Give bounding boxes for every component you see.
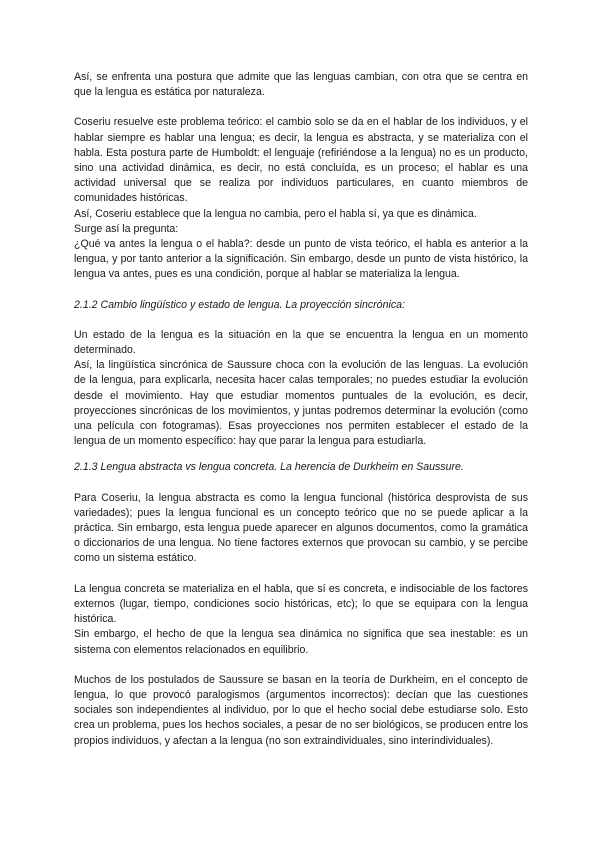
paragraph-lengua-concreta: La lengua concreta se materializa en el habla, que sí es concreta, e indisociable de los factores externos (lugar, tiempo, condiciones socio históricas, etc); lo que se equipara con la lengua histórica. (74, 582, 528, 626)
paragraph-sincronica: Así, la lingüística sincrónica de Saussure choca con la evolución de las lenguas. La evolución de la lengua, para explicarla, necesita hacer calas temporales; no puedes estudiar la evolución desde el movimiento. Hay que estudiar momentos puntuales de la evolución, es decir, proyecciones sincrónicas de los movimientos, y juntas podremos determinar la evolución (como una película con fotogramas). Esas proyecciones nos permiten establecer el estado de la lengua de un momento específico: hay que parar la lengua para estudiarla. (74, 359, 528, 448)
paragraph-question-intro: Surge así la pregunta: (74, 222, 179, 235)
paragraph-coseriu-conclusion: Así, Coseriu establece que la lengua no cambia, pero el habla sí, ya que es dinámica. (74, 207, 477, 220)
section-heading-2-1-3: 2.1.3 Lengua abstracta vs lengua concreta. La herencia de Durkheim en Saussure. (74, 461, 464, 474)
paragraph-estado-lengua: Un estado de la lengua es la situación en la que se encuentra la lengua en un momento determinado. (74, 328, 528, 357)
paragraph-question: ¿Qué va antes la lengua o el habla?: desde un punto de vista teórico, el habla es anterior a la lengua, y por tanto anterior a la significación. Sin embargo, desde un punto de vista histórico, la lengua va antes, pues es una condición, porque al hablar se materializa la lengua. (74, 238, 528, 281)
section-heading-2-1-2: 2.1.2 Cambio lingüístico y estado de lengua. La proyección sincrónica: (74, 298, 405, 311)
paragraph-durkheim: Muchos de los postulados de Saussure se basan en la teoría de Durkheim, en el concepto de lengua, lo que provocó paralogismos (argumentos incorrectos): decían que las cuestiones sociales son independientes al individuo, por lo que el hecho social debe estudiarse solo. Esto crea un problema, pues los hechos sociales, a pesar de no ser biológicos, se producen entre los propios individuos, y afectan a la lengua (no son extraindividuales, sino interindividuales). (74, 673, 528, 747)
paragraph-intro: Así, se enfrenta una postura que admite que las lenguas cambian, con otra que se centra en que la lengua es estática por naturaleza. (74, 71, 528, 99)
paragraph-lengua-abstracta: Para Coseriu, la lengua abstracta es como la lengua funcional (histórica desprovista de sus variedades); pues la lengua funcional es un concepto teórico que no se puede aplicar a la práctica. Sin embargo, esta lengua puede aparecer en algunos documentos, como la gramática o diccionarios de una lengua. No tiene factores externos que provocan su cambio, y se percibe como un sistema estático. (74, 491, 528, 565)
paragraph-coseriu: Coseriu resuelve este problema teórico: el cambio solo se da en el hablar de los individuos, y el hablar siempre es hablar una lengua; es decir, la lengua es abstracta, y se materializa con el habla. Esta postura parte de Humboldt: el lenguaje (refiriéndose a la lengua) no es un producto, sino una actividad dinámica, es decir, no está concluída, es un proceso; el hablar es una actividad universal que se realiza por individuos particulares, en cuanto miembros de comunidades históricas. (74, 116, 528, 205)
document-page (74, 70, 528, 749)
paragraph-dinamica: Sin embargo, el hecho de que la lengua sea dinámica no significa que sea inestable: es un sistema con elementos relacionados en equilibrio. (74, 628, 528, 656)
